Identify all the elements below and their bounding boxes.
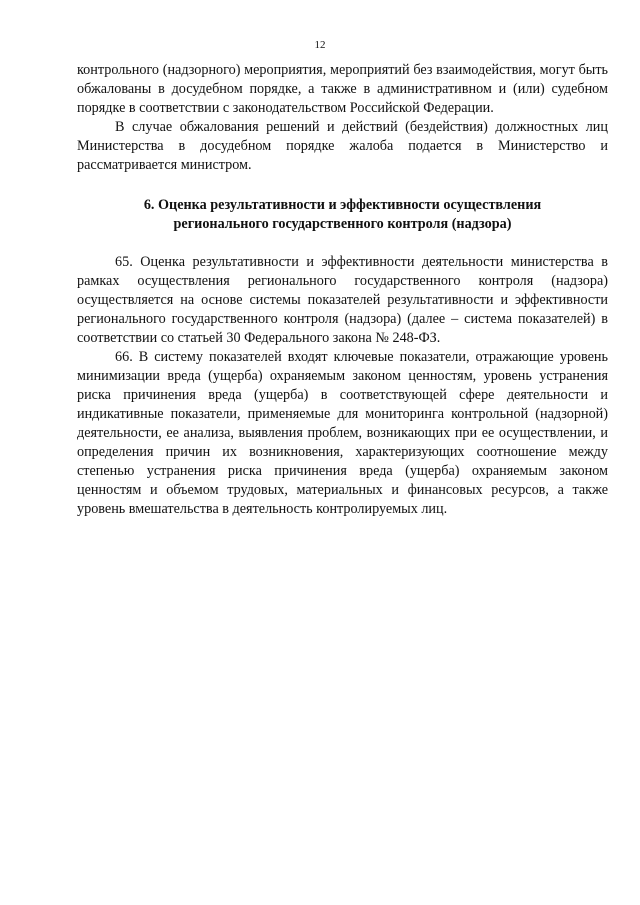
- document-body: [77, 61, 608, 519]
- section-heading-line-2: регионального государственного контроля (надзора): [173, 216, 512, 232]
- paragraph-66: 66. В систему показателей входят ключевые показатели, отражающие уровень минимизации вреда (ущерба) охраняемым законом ценностям, уровень устранения риска причинения вреда (ущерба) в соответствующей сфере деятельности и индикативные показатели, применяемые для мониторинга контрольной (надзорной) деятельности, ее анализа, выявления проблем, возникающих при ее осуществлении, и определения причин их возникновения, характеризующих соотношение между степенью устранения риска причинения вреда (ущерба) охраняемым законом ценностям и объемом трудовых, материальных и финансовых ресурсов, а также уровень вмешательства в деятельность контролируемых лиц.: [77, 349, 608, 517]
- paragraph-appeal-pretrial: В случае обжалования решений и действий (бездействия) должностных лиц Министерства в досудебном порядке жалоба подается в Министерство и рассматривается министром.: [77, 119, 608, 173]
- section-heading-line-1: 6. Оценка результативности и эффективности осуществления: [143, 197, 542, 213]
- page-number: 12: [314, 39, 326, 51]
- paragraph-appeal-continuation: контрольного (надзорного) мероприятия, мероприятий без взаимодействия, могут быть обжалованы в досудебном порядке, а также в административном и (или) судебном порядке в соответствии с законодательством Российской Федерации.: [77, 62, 608, 116]
- paragraph-65: 65. Оценка результативности и эффективности деятельности министерства в рамках осуществления регионального государственного контроля (надзора) осуществляется на основе системы показателей результативности и эффективности регионального государственного контроля (надзора) (далее – система показателей) в соответствии со статьей 30 Федерального закона № 248-ФЗ.: [77, 254, 608, 346]
- section-heading: [77, 196, 608, 234]
